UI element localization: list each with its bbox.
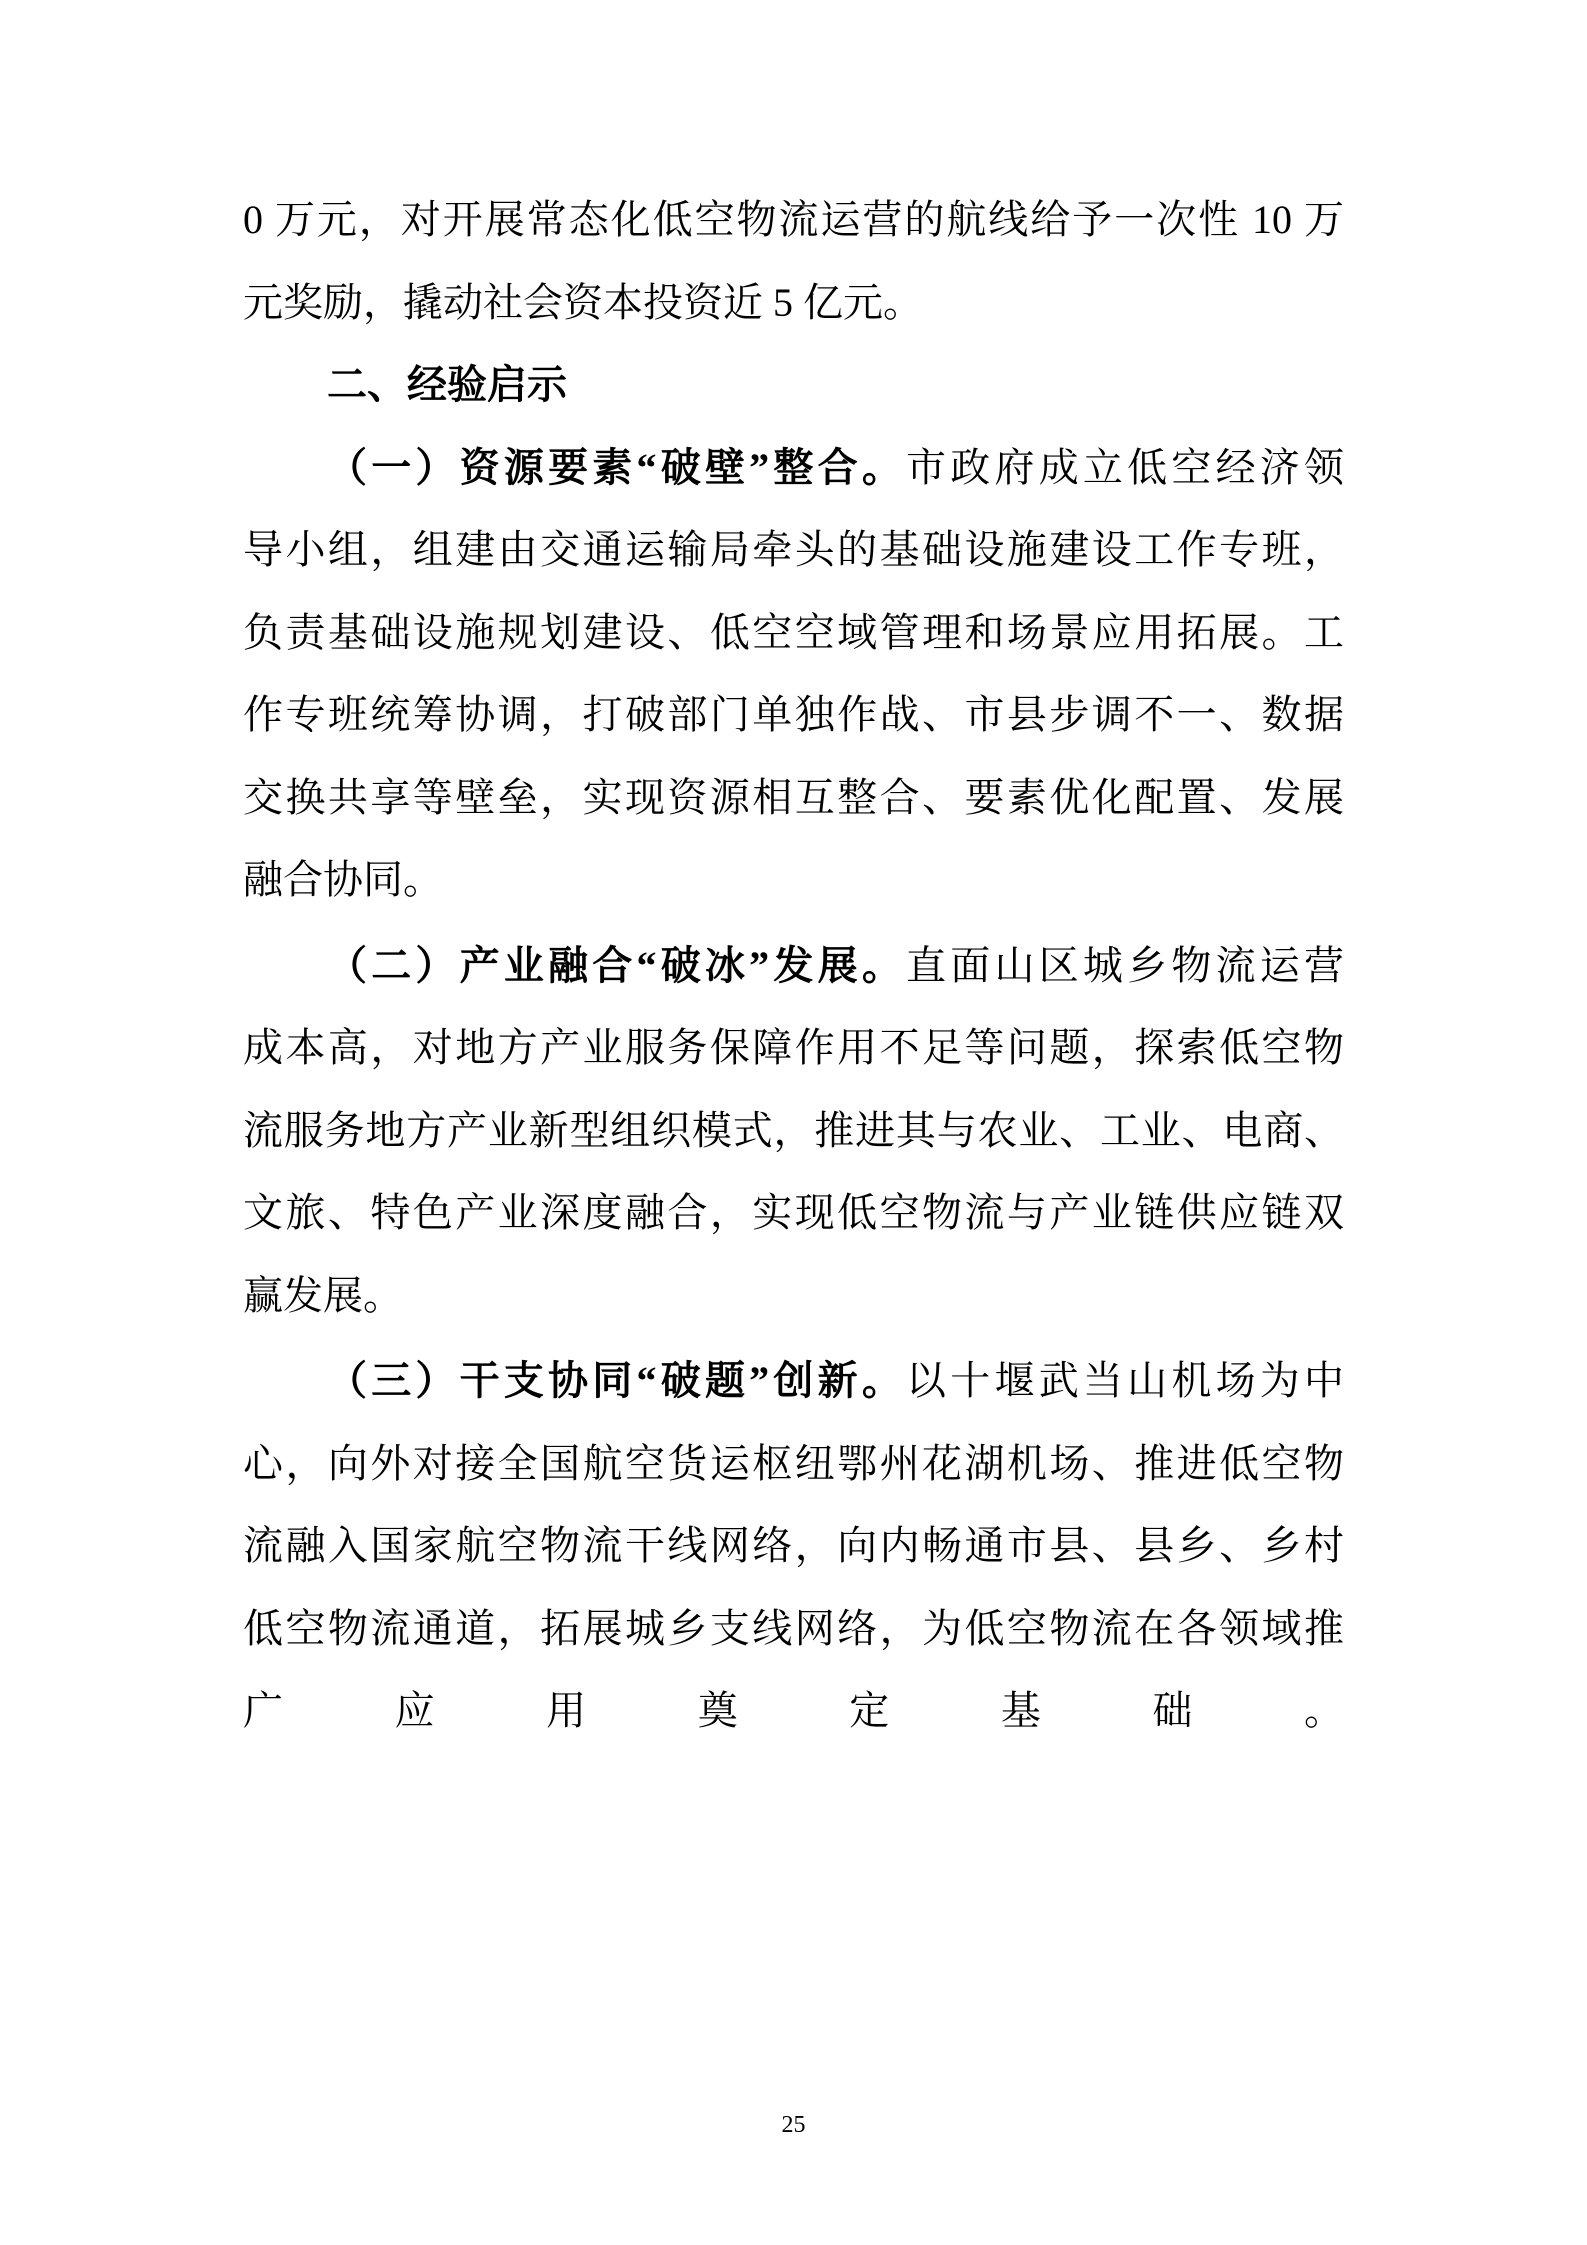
paragraph-line: 交换共享等壁垒，实现资源相互整合、要素优化配置、发展 xyxy=(243,774,1344,820)
subsection-heading: （一）资源要素“破壁”整合。 xyxy=(327,444,907,490)
paragraph-line: 0 万元，对开展常态化低空物流运营的航线给予一次性 10 万 xyxy=(243,197,1344,242)
section-heading: 二、经验启示 xyxy=(327,363,567,407)
subsection-heading: （三）干支协同“破题”创新。 xyxy=(327,1358,907,1403)
paragraph-line: 融合协同。 xyxy=(243,857,443,902)
paragraph-line: 元奖励，撬动社会资本投资近 5 亿元。 xyxy=(243,279,923,325)
paragraph-line: 负责基础设施规划建设、低空空域管理和场景应用拓展。工 xyxy=(243,609,1344,655)
paragraph-line: 心，向外对接全国航空货运枢纽鄂州花湖机场、推进低空物 xyxy=(243,1440,1344,1486)
paragraph-line xyxy=(243,427,1344,510)
paragraph-line: 导小组，组建由交通运输局牵头的基础设施建设工作专班， xyxy=(243,527,1344,572)
paragraph-line: 流服务地方产业新型组织模式，推进其与农业、工业、电商、 xyxy=(243,1107,1344,1153)
paragraph-text: 市政府成立低空经济领 xyxy=(906,444,1344,490)
paragraph-line: 赢发展。 xyxy=(243,1272,403,1318)
page-number: 25 xyxy=(781,2112,806,2138)
subsection-heading: （二）产业融合“破冰”发展。 xyxy=(327,942,907,988)
subsection-1 xyxy=(243,427,1344,922)
body-text xyxy=(243,179,1344,1753)
paragraph-text: 直面山区城乡物流运营 xyxy=(906,942,1344,988)
paragraph-line xyxy=(243,925,1344,1008)
paragraph-text: 以十堰武当山机场为中 xyxy=(906,1358,1344,1403)
paragraph-line xyxy=(243,1340,1344,1423)
subsection-2 xyxy=(243,925,1344,1338)
paragraph-line: 成本高，对地方产业服务保障作用不足等问题，探索低空物 xyxy=(243,1025,1344,1070)
paragraph-line: 广 应 用 奠 定 基 础 。 xyxy=(243,1688,1344,1733)
paragraph-line: 文旅、特色产业深度融合，实现低空物流与产业链供应链双 xyxy=(243,1190,1344,1235)
paragraph-line: 低空物流通道，拓展城乡支线网络，为低空物流在各领域推 xyxy=(243,1605,1344,1651)
intro-paragraph xyxy=(243,179,1344,344)
subsection-3 xyxy=(243,1340,1344,1753)
paragraph-line: 作专班统筹协调，打破部门单独作战、市县步调不一、数据 xyxy=(243,692,1344,737)
paragraph-line: 流融入国家航空物流干线网络，向内畅通市县、县乡、乡村 xyxy=(243,1523,1344,1568)
